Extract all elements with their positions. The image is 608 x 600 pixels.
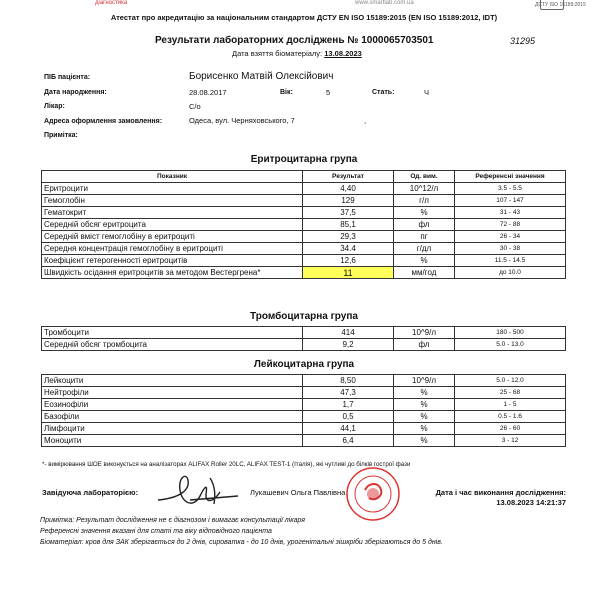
sex-label: Стать: (372, 89, 395, 96)
test-result: 47,3 (303, 387, 394, 399)
address-suffix: , (364, 116, 367, 125)
test-name: Швидкість осідання еритроцитів за методом Вестергрена* (42, 267, 303, 279)
test-name: Коефіцієнт гетерогенності еритроцитів (42, 255, 303, 267)
test-unit: мм/год (394, 267, 455, 279)
test-name: Середній обсяг еритроцита (42, 219, 303, 231)
test-name: Лімфоцити (42, 423, 303, 435)
test-ref: 0.5 - 1.6 (455, 411, 566, 423)
table-row (42, 195, 566, 207)
section-title-leukocyte: Лейкоцитарна група (253, 359, 355, 370)
test-ref: 25 - 68 (455, 387, 566, 399)
test-name: Середній вміст гемоглобіну в еритроциті (42, 231, 303, 243)
test-result: 29,3 (303, 231, 394, 243)
test-name: Середній обсяг тромбоцита (42, 339, 303, 351)
test-name: Моноцити (42, 435, 303, 447)
leukocyte-table (41, 374, 566, 447)
test-result: 12,6 (303, 255, 394, 267)
badge-text: ДСТУ ISO 15189:2015 (535, 2, 586, 8)
table-row (42, 375, 566, 387)
sample-date-value: 13.08.2023 (324, 49, 362, 58)
completion-label: Дата і час виконання дослідження: (435, 488, 566, 497)
table-row (42, 231, 566, 243)
table-row (42, 219, 566, 231)
lab-head-name: Лукашевич Ольга Павлівна (250, 488, 346, 497)
header-name: Показник (42, 171, 303, 183)
table-row (42, 387, 566, 399)
test-unit: г/дл (394, 243, 455, 255)
test-unit: % (394, 399, 455, 411)
lab-head-label: Завідуюча лабораторією: (42, 488, 139, 497)
table-row (42, 435, 566, 447)
test-result: 414 (303, 327, 394, 339)
test-unit: % (394, 411, 455, 423)
table-row (42, 423, 566, 435)
section-title-erythrocyte: Еритроцитарна група (250, 154, 358, 165)
accreditation-line: Атестат про акредитацію за національним стандартом ДСТУ EN ISO 15189:2015 (EN ISO 15189:2012, IDT) (110, 13, 498, 22)
test-ref: 72 - 88 (455, 219, 566, 231)
test-result: 8,50 (303, 375, 394, 387)
test-result: 4,40 (303, 183, 394, 195)
dob-label: Дата народження: (44, 89, 107, 96)
sample-date (232, 49, 362, 58)
section-title-platelet: Тромбоцитарна група (250, 311, 358, 322)
test-ref: 1 - 5 (455, 399, 566, 411)
sex-value: Ч (424, 88, 429, 97)
test-result: 9,2 (303, 339, 394, 351)
test-name: Базофіли (42, 411, 303, 423)
table-row (42, 267, 566, 279)
test-name: Еритроцити (42, 183, 303, 195)
header-unit: Од. вим. (394, 171, 455, 183)
table-header-row (42, 171, 566, 183)
patient-name-label: ПІБ пацієнта: (44, 74, 91, 81)
table-row (42, 399, 566, 411)
sample-date-label: Дата взяття біоматеріалу: (232, 49, 323, 58)
table-row (42, 255, 566, 267)
test-ref: 107 - 147 (455, 195, 566, 207)
address-label: Адреса оформлення замовлення: (44, 118, 163, 125)
test-result: 34.4 (303, 243, 394, 255)
table-row (42, 183, 566, 195)
platelet-table (41, 326, 566, 351)
test-unit: фл (394, 219, 455, 231)
note-line: Біоматеріал: кров для ЗАК зберігається до 2 днів, сироватка - до 10 днів, урогенітальні зішкріби зберігаються до 5 днів. (40, 539, 443, 546)
test-unit: 10^9/л (394, 375, 455, 387)
report-code: 31295 (510, 36, 536, 46)
address-value: Одеса, вул. Черняховського, 7 (189, 116, 295, 125)
header-result: Результат (303, 171, 394, 183)
doctor-value: С/о (189, 102, 201, 111)
test-ref: 5.0 - 13.0 (455, 339, 566, 351)
test-name: Середня концентрація гемоглобіну в еритроциті (42, 243, 303, 255)
test-name: Нейтрофіли (42, 387, 303, 399)
test-unit: % (394, 435, 455, 447)
note-line: Референсні значення вказані для статі та віку відповідного пацієнта (40, 528, 272, 535)
test-ref: 11.5 - 14.5 (455, 255, 566, 267)
test-name: Лейкоцити (42, 375, 303, 387)
test-ref: 31 - 43 (455, 207, 566, 219)
age-label: Вік: (280, 89, 293, 96)
table-row (42, 411, 566, 423)
test-result: 44,1 (303, 423, 394, 435)
test-unit: % (394, 207, 455, 219)
table-row (42, 243, 566, 255)
test-unit: 10^9/л (394, 327, 455, 339)
signature-icon (150, 470, 245, 512)
completion-time: 13.08.2023 14:21:37 (496, 498, 566, 507)
test-name: Гематокрит (42, 207, 303, 219)
test-ref: 3 - 12 (455, 435, 566, 447)
table-row (42, 327, 566, 339)
test-name: Гемоглобін (42, 195, 303, 207)
test-result: 1,7 (303, 399, 394, 411)
test-name: Еозинофіли (42, 399, 303, 411)
age-value: 5 (326, 88, 331, 97)
test-result: 129 (303, 195, 394, 207)
note-line: Примітка: Результат дослідження не є діагнозом і вимагає консультації лікаря (40, 517, 306, 524)
page-title: Результати лабораторних досліджень № 1000065703501 (155, 35, 434, 46)
lab-subtitle: діагностика (95, 0, 128, 6)
test-ref: 3.5 - 5.5 (455, 183, 566, 195)
test-result: 37,5 (303, 207, 394, 219)
test-result-flagged: 11 (303, 267, 394, 279)
test-unit: % (394, 255, 455, 267)
test-ref: 180 - 500 (455, 327, 566, 339)
test-ref: 30 - 38 (455, 243, 566, 255)
test-ref: 5.0 - 12.0 (455, 375, 566, 387)
top-strip (0, 0, 608, 10)
test-unit: % (394, 387, 455, 399)
dob-value: 28.08.2017 (189, 88, 227, 97)
test-unit: г/л (394, 195, 455, 207)
test-result: 0,5 (303, 411, 394, 423)
test-ref: 26 - 60 (455, 423, 566, 435)
lab-website: www.smartlab.com.ua (355, 0, 414, 6)
lab-stamp-icon (345, 466, 401, 522)
table-row (42, 339, 566, 351)
test-unit: пг (394, 231, 455, 243)
note-label: Примітка: (44, 132, 78, 139)
test-ref: до 10.0 (455, 267, 566, 279)
test-ref: 26 - 34 (455, 231, 566, 243)
patient-name: Борисенко Матвій Олексійович (189, 71, 334, 82)
test-unit: фл (394, 339, 455, 351)
test-result: 85,1 (303, 219, 394, 231)
header-ref: Референсні значення (455, 171, 566, 183)
table-row (42, 207, 566, 219)
test-unit: 10^12/л (394, 183, 455, 195)
test-name: Тромбоцити (42, 327, 303, 339)
test-result: 6,4 (303, 435, 394, 447)
esr-footnote: *- вимірювання ШОЕ виконується на аналізаторах ALIFAX Roller 20LC, ALIFAX TEST-1 (Італія), які чутливі до білків гострої фази (42, 461, 411, 468)
doctor-label: Лікар: (44, 103, 65, 110)
erythrocyte-table (41, 170, 566, 279)
test-unit: % (394, 423, 455, 435)
